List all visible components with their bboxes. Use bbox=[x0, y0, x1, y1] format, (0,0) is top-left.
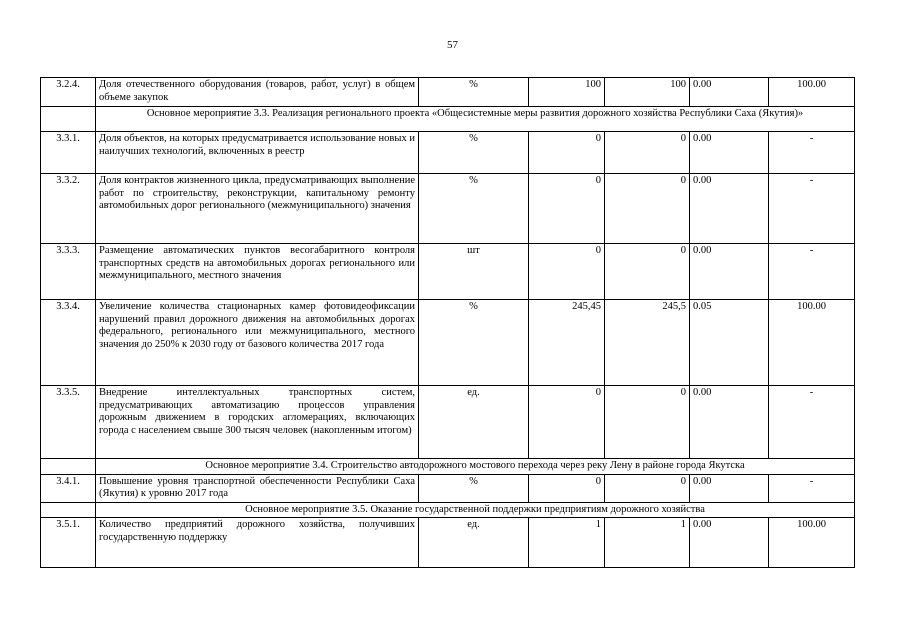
indicator-name: Размещение автоматических пунктов весогабаритного контроля транспортных средств на автомобильных дорогах регионального или межмуниципального, местного значения bbox=[96, 244, 419, 300]
actual-value: 0 bbox=[605, 244, 690, 300]
table-row bbox=[41, 386, 855, 459]
planned-value: 0 bbox=[529, 474, 605, 502]
actual-value: 0 bbox=[605, 474, 690, 502]
unit-cell: % bbox=[419, 174, 529, 244]
planned-value: 0 bbox=[529, 386, 605, 459]
section-number-cell bbox=[41, 502, 96, 518]
indicator-number: 3.3.5. bbox=[41, 386, 96, 459]
indicator-number: 3.3.3. bbox=[41, 244, 96, 300]
indicator-name: Доля контрактов жизненного цикла, предусматривающих выполнение работ по строительству, реконструкции, капитальному ремонту автомобильных дорог регионального (межмуниципального) значения bbox=[96, 174, 419, 244]
planned-value: 245,45 bbox=[529, 300, 605, 386]
section-header-row bbox=[41, 502, 855, 518]
unit-cell: ед. bbox=[419, 386, 529, 459]
table-row bbox=[41, 474, 855, 502]
table-row bbox=[41, 244, 855, 300]
planned-value: 1 bbox=[529, 518, 605, 568]
deviation-value: 0.00 bbox=[690, 244, 769, 300]
achievement-value: 100.00 bbox=[769, 300, 855, 386]
achievement-value: - bbox=[769, 244, 855, 300]
section-title: Основное мероприятие 3.4. Строительство автодорожного мостового перехода через реку Лену в районе города Якутска bbox=[96, 459, 855, 475]
indicator-number: 3.3.4. bbox=[41, 300, 96, 386]
table-body bbox=[41, 78, 855, 568]
table-row bbox=[41, 174, 855, 244]
table-row bbox=[41, 300, 855, 386]
indicator-name: Доля объектов, на которых предусматривается использование новых и наилучших технологий, включенных в реестр bbox=[96, 132, 419, 174]
indicator-name: Увеличение количества стационарных камер фотовидеофиксации нарушений правил дорожного движения на автомобильных дорогах федерального, регионального или межмуниципального, местного значения до 250% к 2030 году от базового количества 2017 года bbox=[96, 300, 419, 386]
achievement-value: 100.00 bbox=[769, 518, 855, 568]
section-title: Основное мероприятие 3.3. Реализация регионального проекта «Общесистемные меры развития дорожного хозяйства Республики Саха (Якутия)» bbox=[96, 107, 855, 132]
indicator-name: Внедрение интеллектуальных транспортных систем, предусматривающих автоматизацию процессов управления дорожным движением в городских агломерациях, включающих города с населением свыше 300 тысяч человек (накопленным итогом) bbox=[96, 386, 419, 459]
deviation-value: 0.00 bbox=[690, 78, 769, 107]
achievement-value: - bbox=[769, 474, 855, 502]
indicator-number: 3.2.4. bbox=[41, 78, 96, 107]
actual-value: 1 bbox=[605, 518, 690, 568]
planned-value: 0 bbox=[529, 132, 605, 174]
unit-cell: % bbox=[419, 300, 529, 386]
section-number-cell bbox=[41, 459, 96, 475]
deviation-value: 0.00 bbox=[690, 518, 769, 568]
indicator-name: Доля отечественного оборудования (товаров, работ, услуг) в общем объеме закупок bbox=[96, 78, 419, 107]
indicator-name: Повышение уровня транспортной обеспеченности Республики Саха (Якутия) к уровню 2017 года bbox=[96, 474, 419, 502]
actual-value: 0 bbox=[605, 386, 690, 459]
unit-cell: шт bbox=[419, 244, 529, 300]
deviation-value: 0.05 bbox=[690, 300, 769, 386]
page-number: 57 bbox=[447, 39, 458, 51]
indicator-number: 3.5.1. bbox=[41, 518, 96, 568]
unit-cell: ед. bbox=[419, 518, 529, 568]
section-title: Основное мероприятие 3.5. Оказание государственной поддержки предприятиям дорожного хозяйства bbox=[96, 502, 855, 518]
unit-cell: % bbox=[419, 78, 529, 107]
indicator-name: Количество предприятий дорожного хозяйства, получивших государственную поддержку bbox=[96, 518, 419, 568]
achievement-value: - bbox=[769, 386, 855, 459]
unit-cell: % bbox=[419, 132, 529, 174]
section-number-cell bbox=[41, 107, 96, 132]
deviation-value: 0.00 bbox=[690, 132, 769, 174]
deviation-value: 0.00 bbox=[690, 474, 769, 502]
section-header-row bbox=[41, 459, 855, 475]
actual-value: 0 bbox=[605, 174, 690, 244]
table-row bbox=[41, 132, 855, 174]
deviation-value: 0.00 bbox=[690, 386, 769, 459]
achievement-value: - bbox=[769, 132, 855, 174]
planned-value: 0 bbox=[529, 174, 605, 244]
indicator-number: 3.3.2. bbox=[41, 174, 96, 244]
table-row bbox=[41, 78, 855, 107]
indicator-number: 3.3.1. bbox=[41, 132, 96, 174]
achievement-value: 100.00 bbox=[769, 78, 855, 107]
planned-value: 100 bbox=[529, 78, 605, 107]
section-header-row bbox=[41, 107, 855, 132]
achievement-value: - bbox=[769, 174, 855, 244]
unit-cell: % bbox=[419, 474, 529, 502]
actual-value: 0 bbox=[605, 132, 690, 174]
table-row bbox=[41, 518, 855, 568]
indicators-table bbox=[40, 77, 855, 568]
deviation-value: 0.00 bbox=[690, 174, 769, 244]
planned-value: 0 bbox=[529, 244, 605, 300]
actual-value: 100 bbox=[605, 78, 690, 107]
indicator-number: 3.4.1. bbox=[41, 474, 96, 502]
actual-value: 245,5 bbox=[605, 300, 690, 386]
